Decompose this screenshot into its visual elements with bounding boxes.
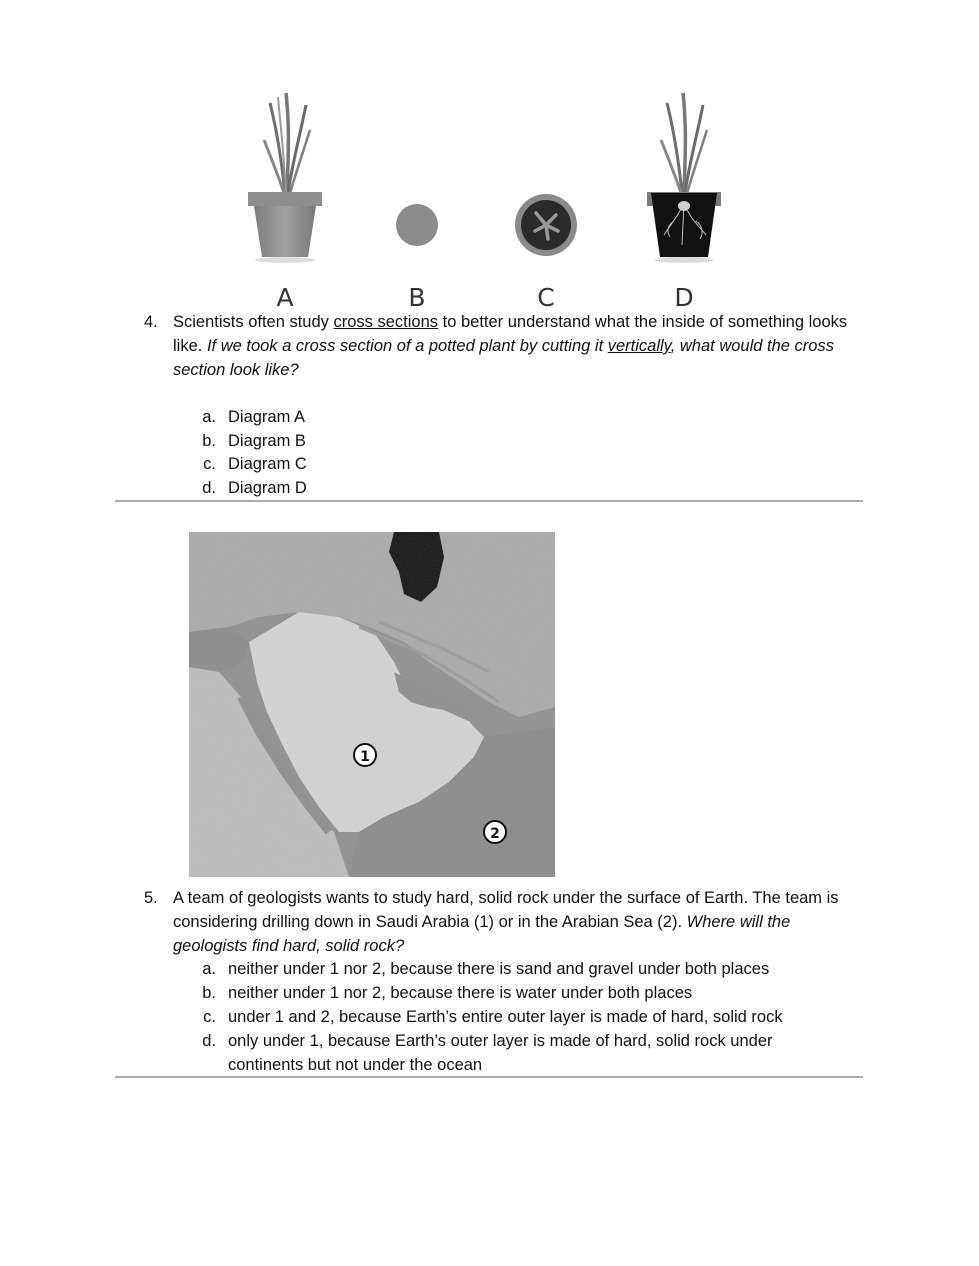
label-diagram-a: A xyxy=(276,283,294,312)
label-diagram-b: B xyxy=(408,283,426,312)
option-letter: a. xyxy=(202,960,216,978)
option-letter: d. xyxy=(202,479,216,497)
question-4-number: 4. xyxy=(144,313,158,331)
option-letter: c. xyxy=(203,1008,216,1026)
q4-term-cross-sections: cross sections xyxy=(333,313,439,331)
option-text: only under 1, because Earth’s outer layer is made of hard, solid rock under continents but not under the ocean xyxy=(228,1032,773,1074)
label-diagram-c: C xyxy=(537,283,555,312)
question-4-text xyxy=(173,310,868,382)
option-letter: a. xyxy=(202,408,216,426)
q4-prompt-part3: , what would the cross section look like? xyxy=(173,337,834,379)
diagram-d-cross-section xyxy=(647,93,721,263)
q5-text: A team of geologists wants to study hard, solid rock under the surface of Earth. The team is considering drilling down in Saudi Arabia (1) or in the Arabian Sea (2). xyxy=(173,889,839,931)
q4-prompt-part1: If we took a cross section of a potted plant by cutting it xyxy=(206,337,608,355)
q4-prompt-vertically: vertically xyxy=(607,337,671,355)
option-text: under 1 and 2, because Earth’s entire outer layer is made of hard, solid rock xyxy=(228,1008,783,1026)
map-marker-2-label: 2 xyxy=(490,826,500,842)
q4-text-part1: Scientists often study xyxy=(173,313,334,331)
option-text: Diagram B xyxy=(228,432,306,450)
option-letter: c. xyxy=(203,455,216,473)
arabian-peninsula-map xyxy=(189,532,555,877)
question-5-text xyxy=(173,886,853,958)
q4-text-part3: to better understand what the inside of something looks like. xyxy=(173,313,848,355)
q5-prompt: Where will the geologists find hard, solid rock? xyxy=(173,913,791,955)
option-letter: b. xyxy=(202,432,216,450)
section-divider xyxy=(115,1076,863,1078)
map-marker-2 xyxy=(484,821,506,843)
option-text: neither under 1 nor 2, because there is sand and gravel under both places xyxy=(228,960,770,978)
question-5-number: 5. xyxy=(144,889,158,907)
section-divider xyxy=(115,500,863,502)
option-text: neither under 1 nor 2, because there is water under both places xyxy=(228,984,693,1002)
map-marker-1 xyxy=(354,744,376,766)
diagram-c-top-view xyxy=(515,194,577,256)
option-text: Diagram A xyxy=(228,408,306,426)
option-text: Diagram D xyxy=(228,479,307,497)
option-letter: d. xyxy=(202,1032,216,1050)
map-marker-1-label: 1 xyxy=(360,749,370,765)
diagram-b-circle xyxy=(396,204,438,246)
option-letter: b. xyxy=(202,984,216,1002)
label-diagram-d: D xyxy=(674,283,694,312)
plant-diagrams-figure xyxy=(230,85,750,280)
diagram-a-potted-plant xyxy=(248,93,322,263)
option-text: Diagram C xyxy=(228,455,307,473)
